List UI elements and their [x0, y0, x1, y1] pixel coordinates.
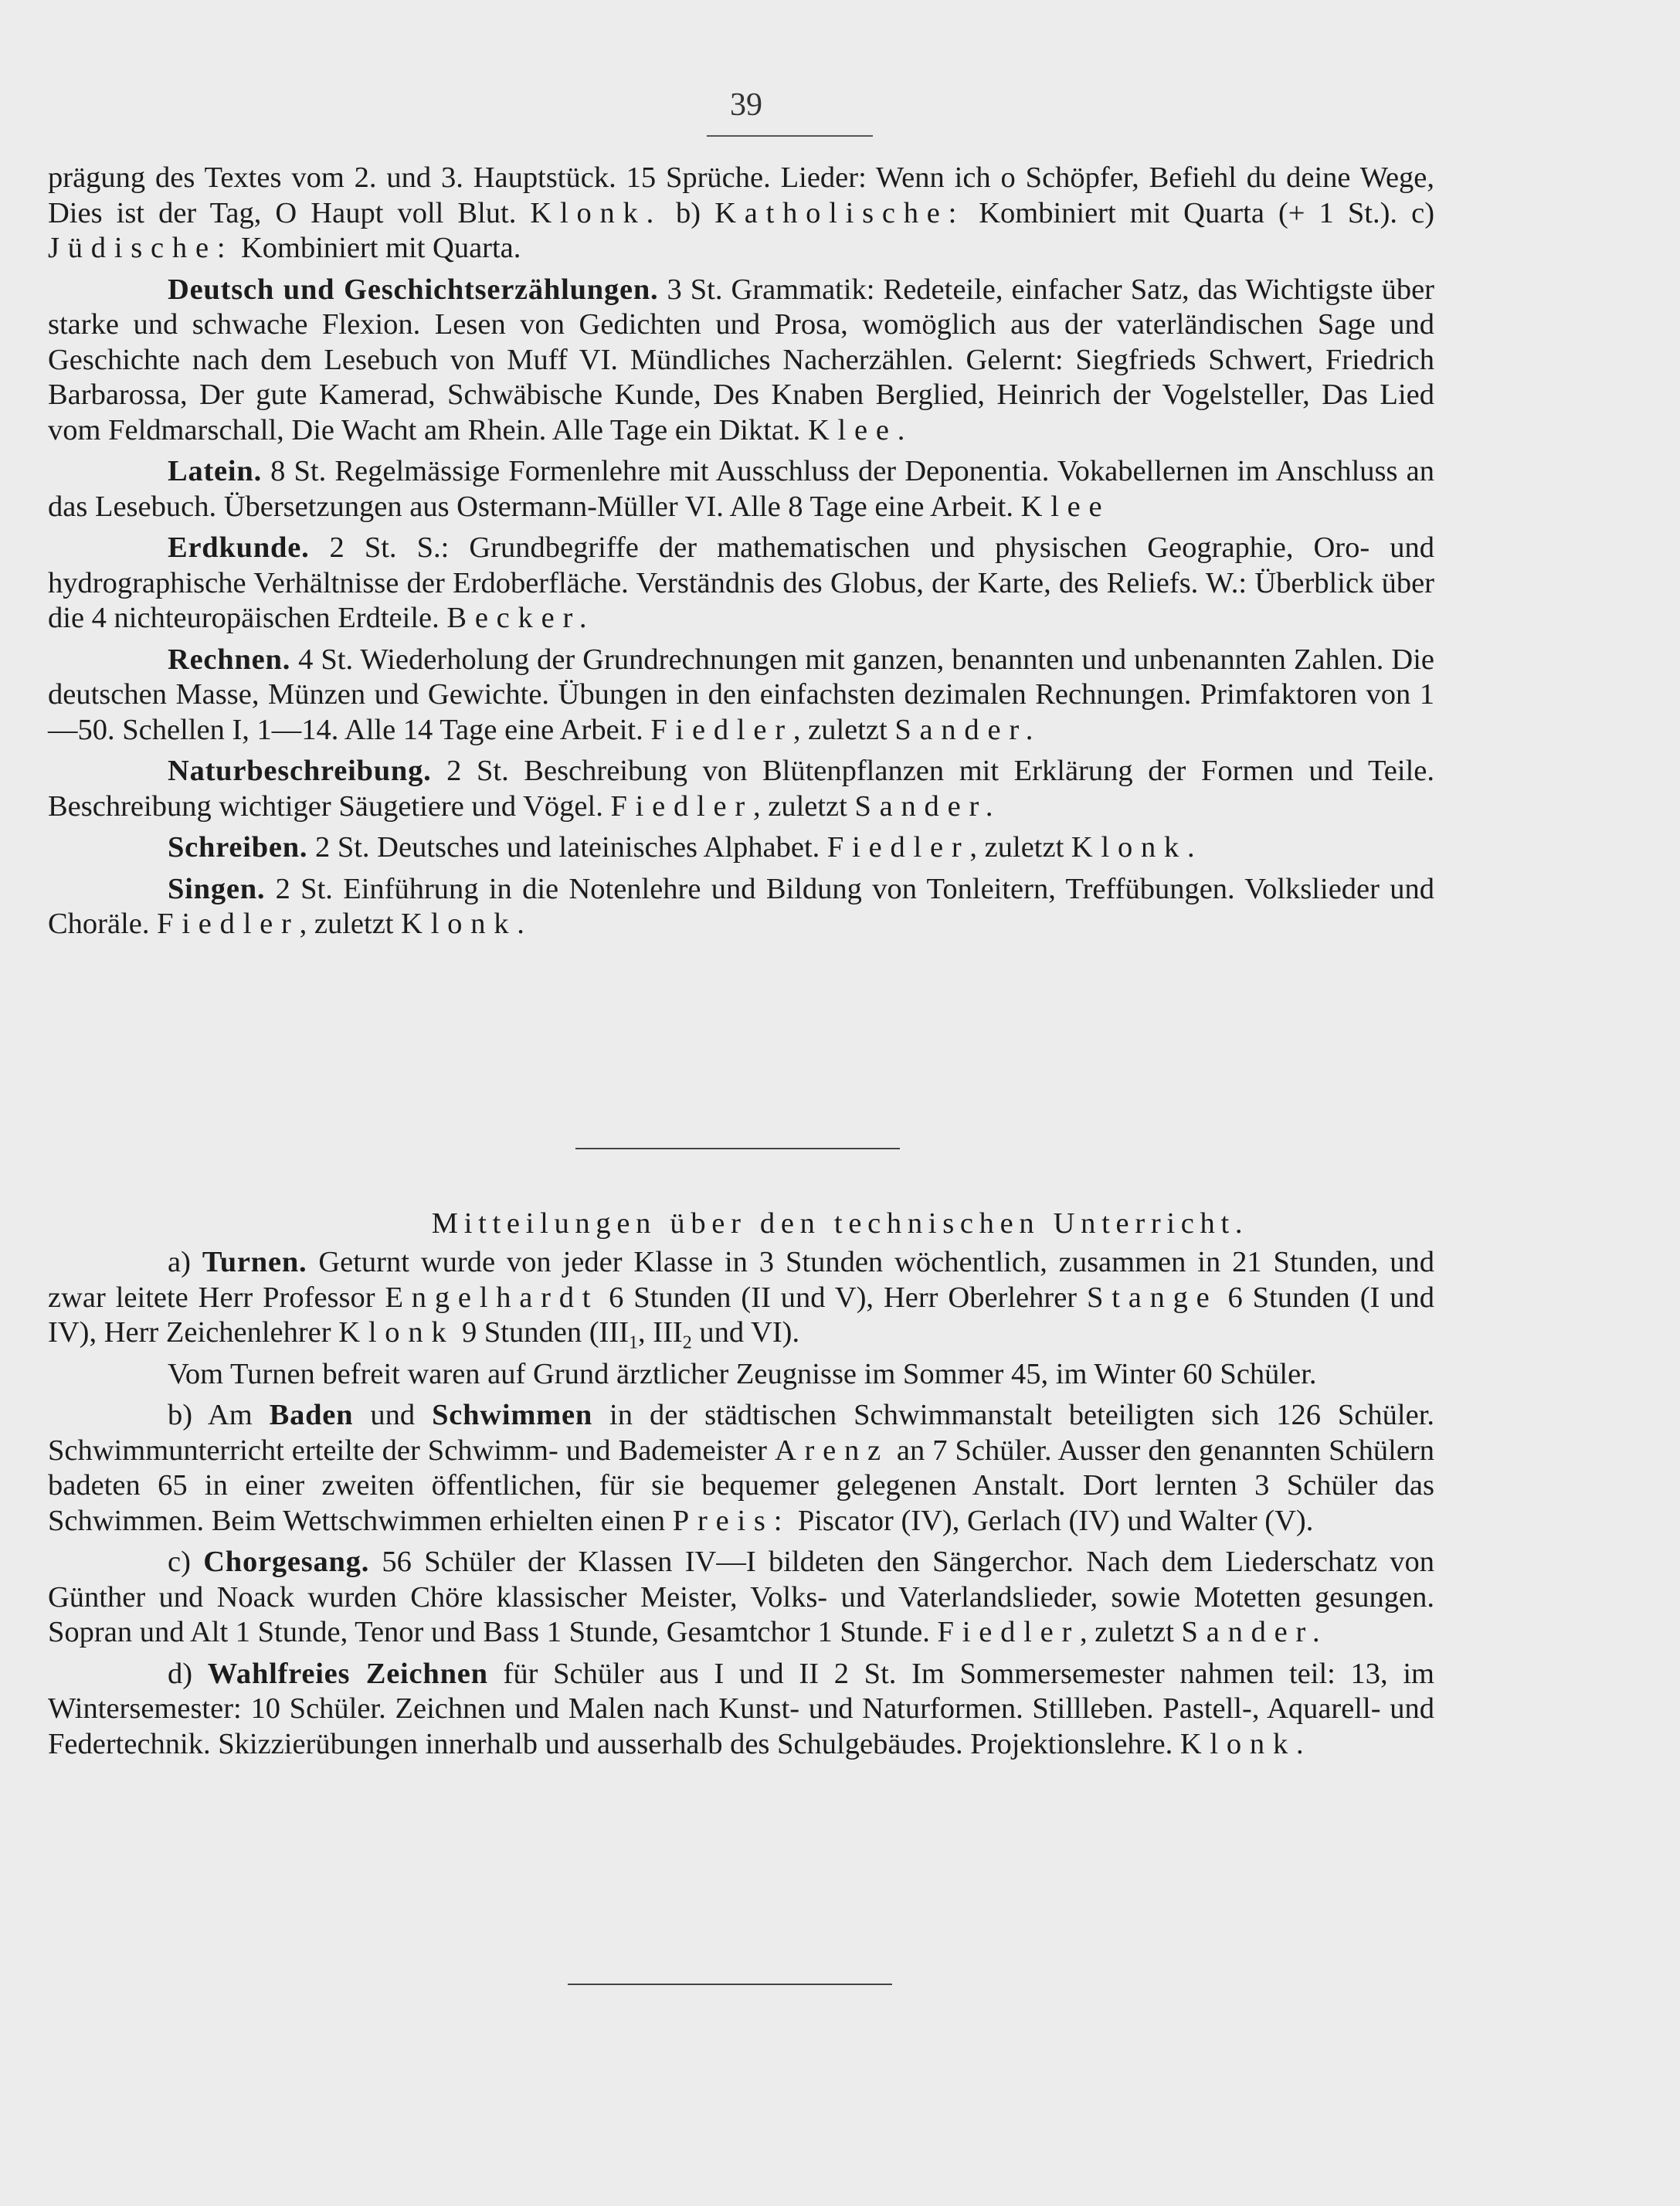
- religion-text: prägung des Textes vom 2. und 3. Hauptstück. 15 Sprüche. Lieder: Wenn ich o Schöpfer, Befiehl du deine Wege, Dies ist der Tag, O Haupt voll Blut.: [48, 161, 1434, 229]
- subject-heading: Wahlfreies Zeichnen: [207, 1657, 488, 1690]
- subject-text: 4 St. Wiederholung der Grundrechnungen mit ganzen, benannten und unbenannten Zahlen. Die deutschen Masse, Münzen und Gewichte. Übungen in den einfachsten dezimalen Rechnungen. Primfaktoren von 1—50. Schellen I, 1—14. Alle 14 Tage eine Arbeit.: [48, 643, 1434, 746]
- turnen-paragraph: [48, 1245, 1434, 1351]
- page-number: 39: [730, 87, 762, 123]
- chorgesang-paragraph: [48, 1545, 1434, 1651]
- zuletzt-text: , zuletzt: [792, 713, 888, 746]
- turnen-befreit-paragraph: [48, 1357, 1434, 1393]
- subject-text: 56 Schüler der Klassen IV—I bildeten den Sängerchor. Nach dem Liederschatz von Günther und Noack wurden Chöre klassischer Meister, Volks- und Vaterlandslieder, sowie Motetten gesungen. Sopran und Alt 1 Stunde, Tenor und Bass 1 Stunde, Gesamtchor 1 Stunde.: [48, 1546, 1435, 1648]
- subject-text: und VI).: [699, 1316, 800, 1349]
- subject-text: 3 St. Grammatik: Redeteile, einfacher Satz, das Wichtigste über starke und schwache Flexion. Lesen von Gedichten und Prosa, womöglich aus der vaterländischen Sage und Geschichte nach dem Lesebuch von Muff VI. Mündliches Nacherzählen. Gelernt: Siegfrieds Schwert, Friedrich Barbarossa, Der gute Kamerad, Schwäbische Kunde, Des Knaben Berglied, Heinrich der Vogelsteller, Das Lied vom Feldmarschall, Die Wacht am Rhein. Alle Tage ein Diktat.: [48, 273, 1434, 446]
- zuletzt-text: , zuletzt: [299, 908, 394, 940]
- rechnen-paragraph: [48, 643, 1434, 748]
- subject-heading: Chorgesang.: [203, 1546, 370, 1578]
- schreiben-paragraph: [48, 830, 1434, 866]
- item-label: d): [168, 1657, 193, 1690]
- subjects-section: [48, 161, 1434, 942]
- teacher-name: Sander.: [854, 789, 1002, 823]
- subscript: 2: [682, 1332, 692, 1353]
- teacher-name: Engelhardt: [385, 1281, 599, 1314]
- denomination-label: Jüdische:: [48, 232, 234, 264]
- religion-paragraph: [48, 161, 1434, 266]
- zeichnen-paragraph: [48, 1657, 1434, 1763]
- teacher-name: Fiedler: [826, 831, 970, 864]
- subject-heading: Baden: [269, 1399, 354, 1431]
- section-title: Mitteilungen über den technischen Unterricht.: [431, 1207, 1249, 1240]
- subject-heading: Erdkunde.: [168, 531, 310, 564]
- naturbeschreibung-paragraph: [48, 754, 1434, 824]
- subject-text: 2 St. Einführung in die Notenlehre und Bildung von Tonleitern, Treffübungen. Volkslieder und Choräle.: [48, 872, 1434, 940]
- deutsch-paragraph: [48, 273, 1434, 449]
- singen-paragraph: [48, 872, 1434, 942]
- subject-text: Vom Turnen befreit waren auf Grund ärztlicher Zeugnisse im Sommer 45, im Winter 60 Schüler.: [168, 1357, 1317, 1390]
- subject-text: 9 Stunden (III: [462, 1316, 629, 1349]
- religion-text: b): [676, 196, 701, 229]
- teacher-name: Klonk: [338, 1316, 455, 1349]
- subject-text: Geturnt wurde von jeder Klasse in 3 Stunden wöchentlich, zusammen in 21 Stunden, und zwar leitete Herr Professor: [48, 1246, 1434, 1314]
- teacher-name: Fiedler: [157, 908, 300, 940]
- subscript: 1: [629, 1332, 638, 1353]
- subject-text: Piscator (IV), Gerlach (IV) und Walter (V).: [797, 1504, 1314, 1537]
- subject-text: 2 St. S.: Grundbegriffe der mathematischen und physischen Geographie, Oro- und hydrographische Verhältnisse der Erdoberfläche. Verständnis des Globus, der Karte, des Reliefs. W.: Überblick über die 4 nichteuropäischen Erdteile.: [48, 531, 1434, 634]
- subject-heading: Deutsch und Geschichtserzählungen.: [168, 273, 659, 306]
- end-divider: [568, 1984, 892, 1985]
- teacher-name: Fiedler: [937, 1616, 1081, 1648]
- denomination-label: Katholische:: [714, 196, 966, 229]
- zuletzt-text: , zuletzt: [969, 831, 1064, 864]
- subject-heading: Naturbeschreibung.: [168, 755, 432, 787]
- subject-text: 2 St. Beschreibung von Blütenpflanzen mit Erklärung der Formen und Teile. Beschreibung wichtiger Säugetiere und Vögel.: [48, 755, 1434, 823]
- subject-text: für Schüler aus I und II 2 St. Im Sommersemester nahmen teil: 13, im Wintersemester: 10 Schüler. Zeichnen und Malen nach Kunst- und Naturformen. Stillleben. Pastell-, Aquarell- und Federtechnik. Skizzierübungen innerhalb und ausserhalb des Schulgebäudes. Projektionslehre.: [48, 1657, 1435, 1760]
- religion-text: Kombiniert mit Quarta (+ 1 St.). c): [979, 196, 1435, 229]
- erdkunde-paragraph: [48, 531, 1434, 636]
- teacher-name: Klonk.: [1071, 831, 1203, 864]
- subject-heading: Rechnen.: [168, 643, 291, 676]
- technical-section: [48, 1245, 1434, 1762]
- prize-label: Preis:: [672, 1504, 791, 1537]
- latein-paragraph: [48, 454, 1434, 524]
- teacher-name: Klonk.: [530, 196, 662, 229]
- teacher-name: Klee: [1020, 490, 1111, 523]
- section-divider: [575, 1148, 900, 1149]
- baden-paragraph: [48, 1398, 1434, 1539]
- subject-text: in der städtischen Schwimmanstalt beteiligten sich 126 Schüler. Schwimmunterricht erteilte der Schwimm- und Bademeister: [48, 1399, 1435, 1467]
- teacher-name: Becker.: [446, 602, 596, 634]
- teacher-name: Fiedler: [650, 713, 793, 746]
- teacher-name: Klonk.: [1179, 1727, 1312, 1760]
- subject-heading: Singen.: [168, 872, 266, 905]
- item-label: c): [168, 1546, 191, 1578]
- religion-text: Kombiniert mit Quarta.: [240, 232, 521, 264]
- subject-text: , III: [638, 1316, 683, 1349]
- teacher-name: Sander.: [894, 713, 1042, 746]
- zuletzt-text: , zuletzt: [1080, 1616, 1174, 1648]
- subject-text: 2 St. Deutsches und lateinisches Alphabet.: [314, 831, 820, 864]
- teacher-name: Arenz: [774, 1434, 889, 1467]
- teacher-name: Stange: [1087, 1281, 1218, 1314]
- subject-text: an 7 Schüler. Ausser den genannten Schülern badeten 65 in einer zweiten öffentlichen, für sie bequemer gelegenen Anstalt. Dort lernten 3 Schüler das Schwimmen. Beim Wettschwimmen erhielten einen: [48, 1434, 1434, 1537]
- teacher-name: Klee.: [807, 413, 914, 446]
- item-label: b) Am: [168, 1399, 253, 1431]
- subject-text: 6 Stunden (I und IV), Herr Zeichenlehrer: [48, 1281, 1435, 1349]
- subject-text: und: [370, 1399, 416, 1431]
- subject-text: 6 Stunden (II und V), Herr Oberlehrer: [609, 1281, 1078, 1314]
- item-label: a): [168, 1246, 191, 1278]
- subject-heading: Turnen.: [202, 1246, 307, 1278]
- subject-heading: Latein.: [168, 455, 262, 487]
- subject-text: 8 St. Regelmässige Formenlehre mit Ausschluss der Deponentia. Vokabellernen im Anschluss an das Lesebuch. Übersetzungen aus Ostermann-Müller VI. Alle 8 Tage eine Arbeit.: [48, 455, 1434, 523]
- teacher-name: Klonk.: [401, 908, 533, 940]
- page-number-rule: [707, 135, 873, 137]
- zuletzt-text: , zuletzt: [752, 789, 847, 823]
- subject-heading: Schreiben.: [168, 831, 308, 864]
- subject-heading: Schwimmen: [432, 1399, 593, 1431]
- teacher-name: Fiedler: [610, 789, 753, 823]
- teacher-name: Sander.: [1181, 1616, 1329, 1648]
